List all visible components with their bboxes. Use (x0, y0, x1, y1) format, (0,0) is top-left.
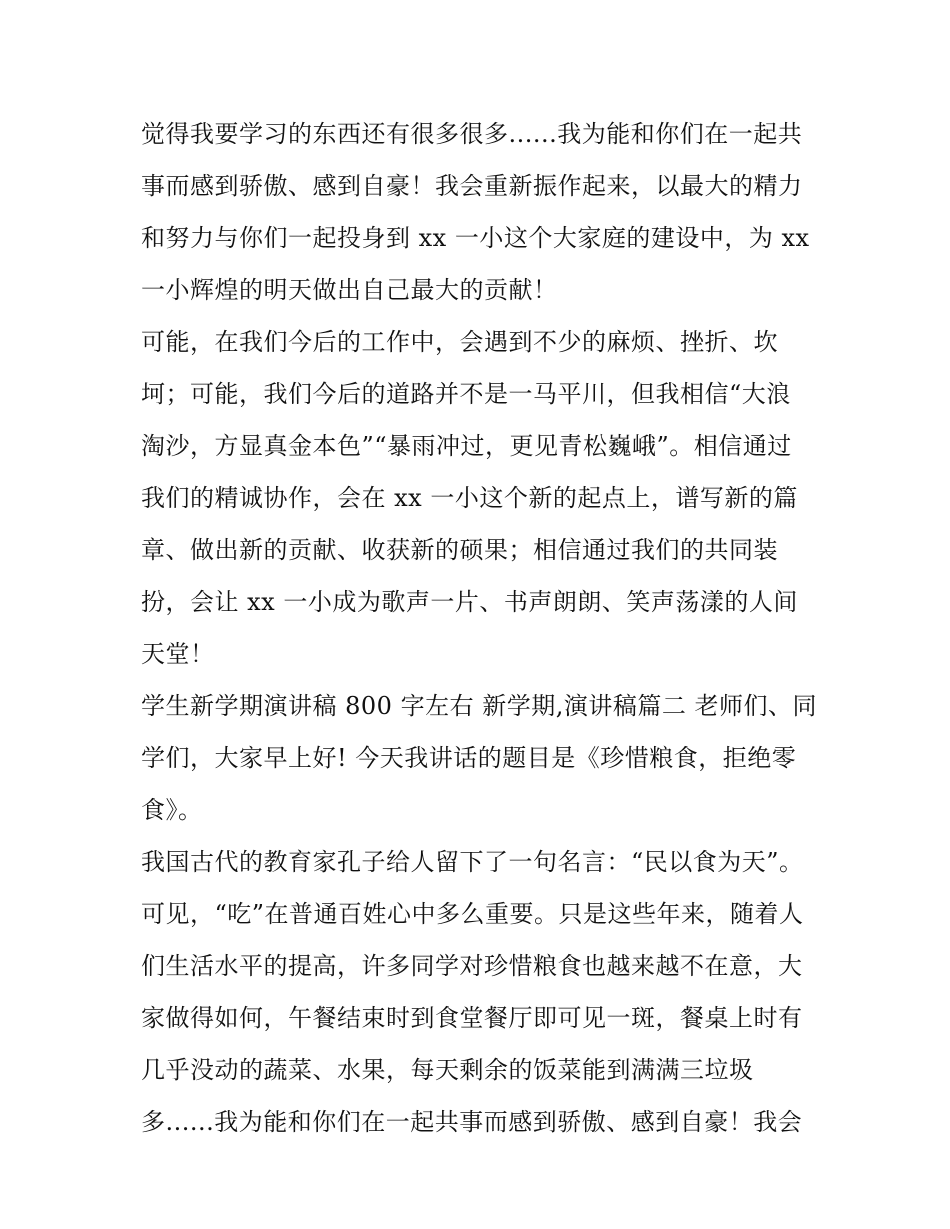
text-line: 觉得我要学习的东西还有很多很多......我为能和你们在一起共 (141, 120, 803, 148)
text-line: 可见，“吃”在普通百姓心中多么重要。只是这些年来，随着人 (141, 900, 804, 928)
text-line: 可能，在我们今后的工作中，会遇到不少的麻烦、挫折、坎 (141, 328, 778, 356)
text-line: 我们的精诚协作，会在 xx 一小这个新的起点上，谱写新的篇 (141, 484, 798, 512)
text-line: 淘沙，方显真金本色”“暴雨冲过，更见青松巍峨”。相信通过 (141, 432, 792, 460)
text-line: 扮，会让 xx 一小成为歌声一片、书声朗朗、笑声荡漾的人间 (141, 588, 798, 616)
text-line: 食》。 (141, 796, 203, 824)
text-line: 天堂！ (141, 640, 215, 668)
text-line: 学生新学期演讲稿 800 字左右 新学期,演讲稿篇二 老师们、同 (141, 692, 817, 720)
text-line: 家做得如何，午餐结束时到食堂餐厅即可见一斑，餐桌上时有 (141, 1004, 803, 1032)
text-line: 我国古代的教育家孔子给人留下了一句名言：“民以食为天”。 (141, 848, 804, 876)
text-line: 们生活水平的提高，许多同学对珍惜粮食也越来越不在意，大 (141, 952, 803, 980)
text-line: 坷；可能，我们今后的道路并不是一马平川，但我相信“大浪 (141, 380, 791, 408)
text-line: 章、做出新的贡献、收获新的硕果；相信通过我们的共同装 (141, 536, 778, 564)
text-line: 多......我为能和你们在一起共事而感到骄傲、感到自豪！我会 (141, 1108, 803, 1136)
text-line: 和努力与你们一起投身到 xx 一小这个大家庭的建设中，为 xx (141, 224, 810, 252)
text-line: 一小辉煌的明天做出自己最大的贡献！ (141, 276, 558, 304)
text-line: 事而感到骄傲、感到自豪！我会重新振作起来，以最大的精力 (141, 172, 803, 200)
document-body (141, 108, 821, 1148)
text-line: 学们，大家早上好! 今天我讲话的题目是《珍惜粮食，拒绝零 (141, 744, 797, 772)
text-line: 几乎没动的蔬菜、水果，每天剩余的饭菜能到满满三垃圾 (141, 1056, 754, 1084)
